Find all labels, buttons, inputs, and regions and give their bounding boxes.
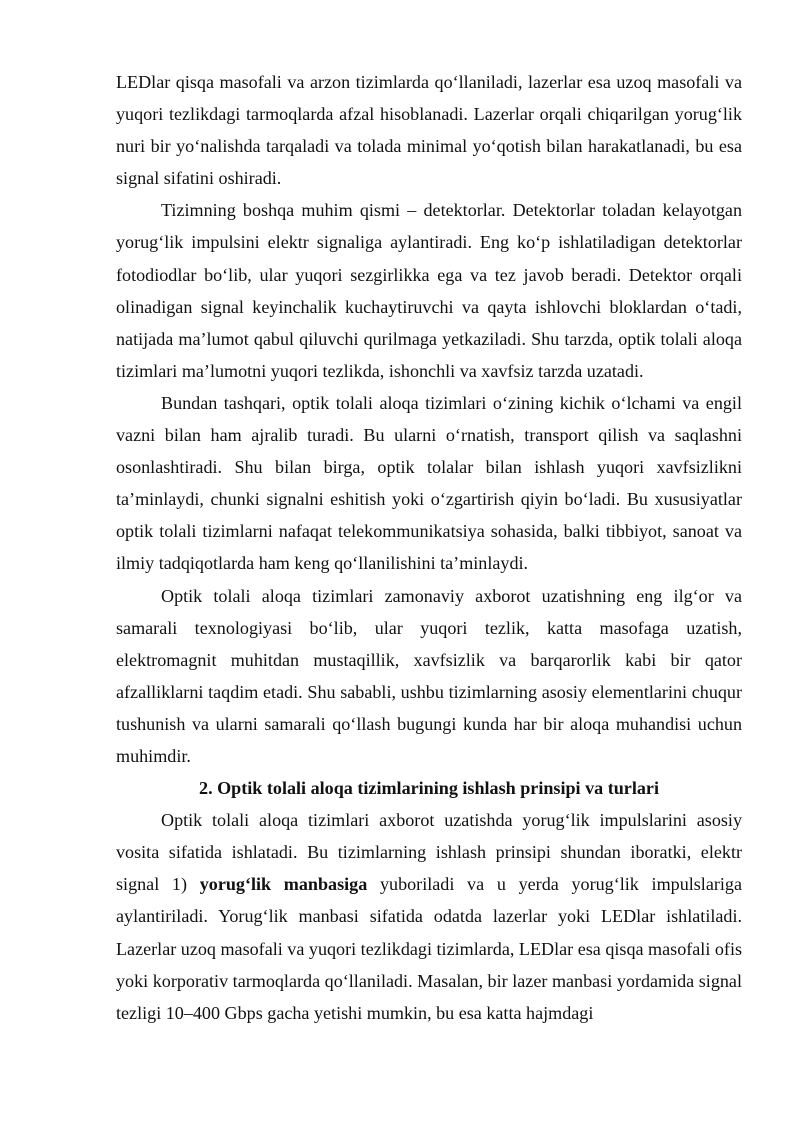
document-body — [116, 66, 742, 1029]
paragraph-advantages: Optik tolali aloqa tizimlari zamonaviy axborot uzatishning eng ilg‘or va samarali texnologiyasi bo‘lib, ular yuqori tezlik, katta masofaga uzatish, elektromagnit muhitdan mustaqillik, xavfsizlik va barqarorlik kabi bir qator afzalliklarni taqdim etadi. Shu sababli, ushbu tizimlarning asosiy elementlarini chuqur tushunish va ularni samarali qo‘llash bugungi kunda har bir aloqa muhandisi uchun muhimdir. — [116, 585, 742, 766]
paragraph-size-weight: Bundan tashqari, optik tolali aloqa tizimlari o‘zining kichik o‘lchami va engil vazni bilan ham ajralib turadi. Bu ularni o‘rnatish, transport qilish va saqlashni osonlashtiradi. Shu bilan birga, optik tolalar bilan ishlash yuqori xavfsizlikni ta’minlaydi, chunki signalni eshitish yoki o‘zgartirish qiyin bo‘ladi. Bu xususiyatlar optik tolali tizimlarni nafaqat telekommunikatsiya sohasida, balki tibbiyot, sanoat va ilmiy tadqiqotlarda ham keng qo‘llanilishini ta’minlaydi. — [116, 392, 742, 574]
paragraph-text-after: yuboriladi va u yerda yorug‘lik impulslariga aylantiriladi. Yorug‘lik manbasi sifatida odatda lazerlar yoki LEDlar ishlatiladi. Lazerlar uzoq masofali va yuqori tezlikdagi tizimlarda, LEDlar esa qisqa masofali ofis yoki korporativ tarmoqlarda qo‘llaniladi. Masalan, bir lazer manbasi yordamida signal tezligi 10–400 Gbps gacha yetishi mumkin, bu esa katta hajmdagi — [116, 874, 743, 1023]
paragraph-led-vs-laser: LEDlar qisqa masofali va arzon tizimlarda qo‘llaniladi, lazerlar esa uzoq masofali va yuqori tezlikdagi tarmoqlarda afzal hisoblanadi. Lazerlar orqali chiqarilgan yorug‘lik nuri bir yo‘nalishda tarqaladi va tolada minimal yo‘qotish bilan harakatlanadi, bu esa signal sifatini oshiradi. — [116, 72, 742, 189]
paragraph-text-before: Optik tolali aloqa tizimlari axborot uzatishda yorug‘lik impulslarini asosiy vosita sifatida ishlatadi. Bu tizimlarning ishlash prinsipi shundan iboratki, elektr signal 1) — [116, 810, 742, 895]
section-heading: 2. Optik tolali aloqa tizimlarining ishlash prinsipi va turlari — [199, 778, 659, 799]
paragraph-working-principle — [116, 804, 742, 1029]
bold-term-light-source: yorug‘lik manbasiga — [199, 874, 368, 895]
paragraph-detectors: Tizimning boshqa muhim qismi – detektorlar. Detektorlar toladan kelayotgan yorug‘lik impulsini elektr signaliga aylantiradi. Eng ko‘p ishlatiladigan detektorlar fotodiodlar bo‘lib, ular yuqori sezgirlikka ega va tez javob beradi. Detektor orqali olinadigan signal keyinchalik kuchaytiruvchi va qayta ishlovchi bloklardan o‘tadi, natijada ma’lumot qabul qiluvchi qurilmaga yetkaziladi. Shu tarzda, optik tolali aloqa tizimlari ma’lumotni yuqori tezlikda, ishonchli va xavfsiz tarzda uzatadi. — [116, 200, 742, 381]
